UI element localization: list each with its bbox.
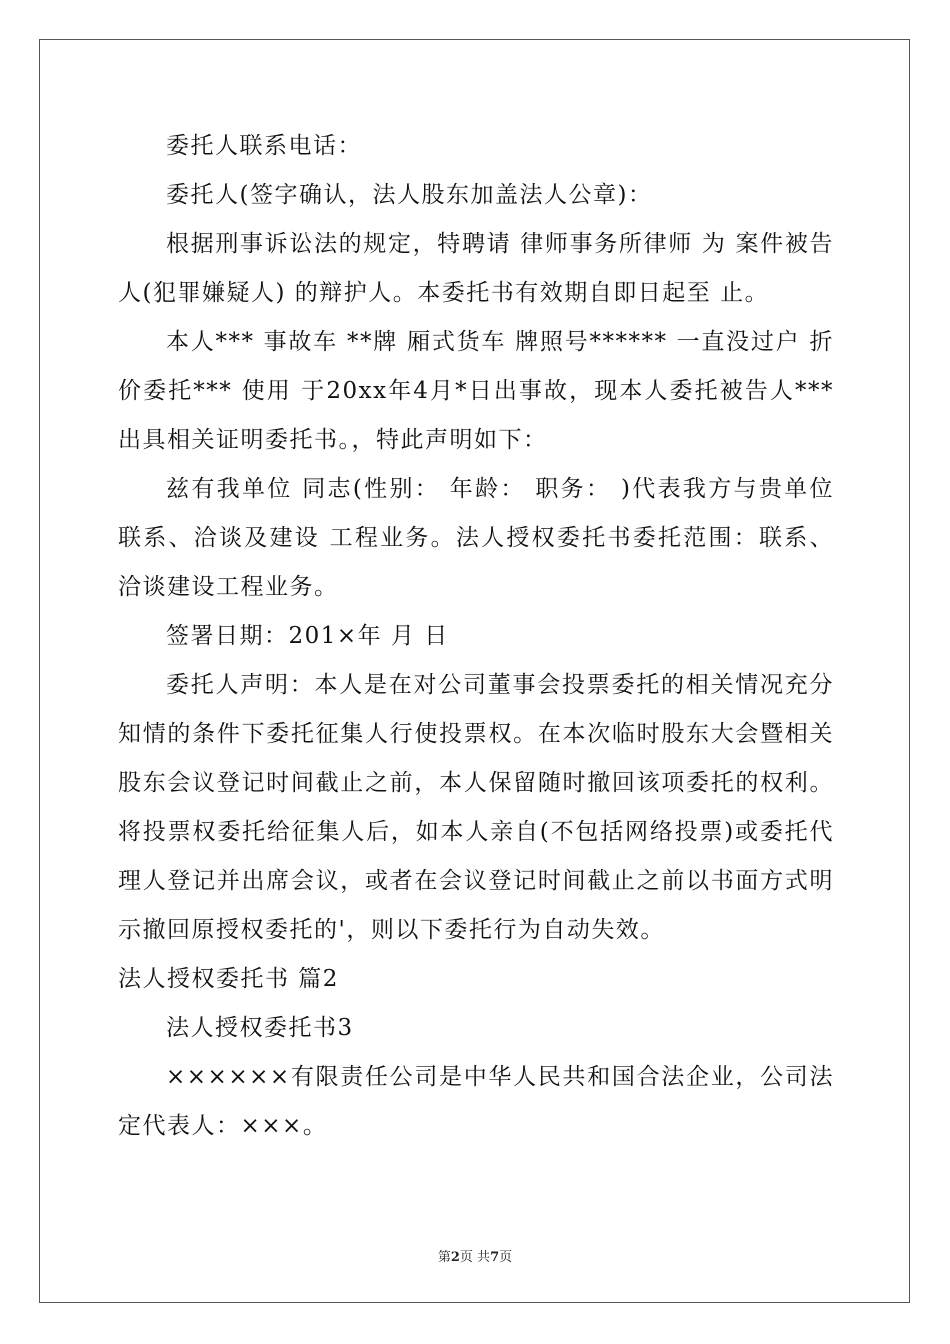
- footer-current-page: 2: [450, 1250, 460, 1265]
- footer-prefix: 第: [437, 1250, 451, 1265]
- document-body: [118, 122, 834, 1151]
- paragraph-unit-authorization: 兹有我单位 同志(性别： 年龄： 职务： )代表我方与贵单位联系、洽谈及建设 工程业务。法人授权委托书委托范围：联系、洽谈建设工程业务。: [118, 476, 834, 600]
- footer-total-pages: 7: [490, 1250, 500, 1265]
- section-heading: 法人授权委托书 篇2: [118, 966, 339, 992]
- paragraph-principal-declaration: 委托人声明：本人是在对公司董事会投票委托的相关情况充分知情的条件下委托征集人行使投票权。在本次临时股东大会暨相关股东会议登记时间截止之前，本人保留随时撤回该项委托的权利。将投票权委托给征集人后，如本人亲自(不包括网络投票)或委托代理人登记并出席会议，或者在会议登记时间截止之前以书面方式明示撤回原授权委托的'，则以下委托行为自动失效。: [118, 672, 834, 943]
- page-footer: [0, 1246, 950, 1265]
- footer-suffix: 页: [499, 1250, 513, 1265]
- paragraph-defense-appointment: 根据刑事诉讼法的规定，特聘请 律师事务所律师 为 案件被告人(犯罪嫌疑人) 的辩护人。本委托书有效期自即日起至 止。: [118, 231, 834, 306]
- paragraph-contact-phone: 委托人联系电话：: [166, 133, 362, 159]
- footer-middle: 页 共: [459, 1250, 491, 1265]
- paragraph-vehicle-statement: 本人*** 事故车 **牌 厢式货车 牌照号****** 一直没过户 折价委托*** 使用 于20xx年4月*日出事故，现本人委托被告人***出具相关证明委托书。，特此声明如下：: [118, 329, 834, 453]
- paragraph-company-intro: ××××××有限责任公司是中华人民共和国合法企业，公司法定代表人：×××。: [118, 1064, 834, 1139]
- paragraph-principal-signature: 委托人(签字确认，法人股东加盖法人公章)：: [166, 182, 653, 208]
- paragraph-doc-title-3: 法人授权委托书3: [166, 1015, 354, 1041]
- paragraph-sign-date: 签署日期：201×年 月 日: [166, 623, 449, 649]
